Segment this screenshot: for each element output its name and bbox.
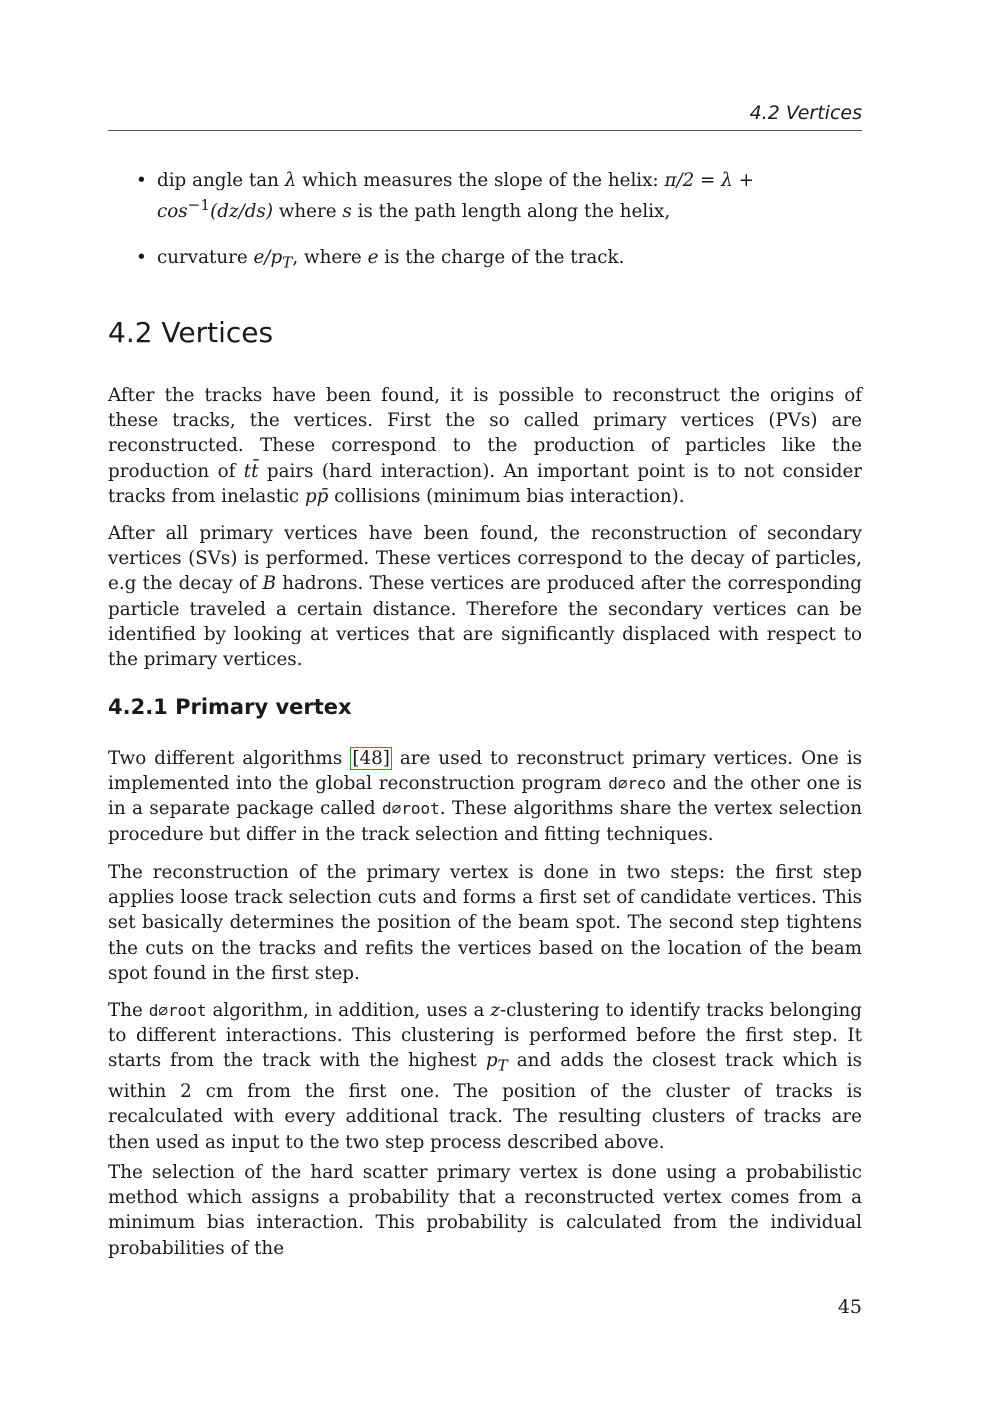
paragraph [108,860,862,986]
math-formula: π/2 = λ + cos [157,170,754,223]
bullet-marker: • [136,247,147,269]
math-variable: s [342,201,352,223]
math-subscript: T [497,1057,508,1076]
math-formula: (dz/ds) [210,201,273,223]
paragraph-text: The selection of the hard scatter primary vertex is done using a probabilistic method which assigns a probability that a reconstructed vertex comes from a minimum bias interaction. This probability is calculated from the individual probabilities of the [108,1162,862,1259]
paragraph-text: After all primary vertices have been found, the reconstruction of secondary vertices (SVs) is performed. These vertices correspond to the decay of particles, e.g the decay of [108,523,862,595]
paragraph [108,383,862,509]
bullet-text: dip angle tan [157,170,285,191]
paragraph-text: and the other one is in a separate package called [108,773,863,820]
paragraph [108,521,862,672]
math-formula: e/p [253,247,283,269]
bullet-list [108,168,862,297]
code-name: d∅reco [608,774,667,794]
bullet-text: is the path length along the helix, [351,201,671,223]
bullet-text: , where [292,247,368,269]
math-superscript: −1 [187,196,211,214]
math-variable: tt̄ [243,460,259,482]
bullet-text: curvature [157,247,254,269]
paragraph-text: and adds the closest track which is within 2 cm from the first one. The position of the cluster of tracks is recalculated with every additional track. The resulting clusters of tracks are then used as input to the two step process described above. [108,1050,863,1153]
bullet-text: where [272,201,343,223]
paragraph [108,1160,862,1261]
code-name: d∅root [148,1001,207,1020]
running-header [108,100,862,131]
paragraph-text: are used to reconstruct primary vertices. One is implemented into the global reconstruction program [108,748,862,795]
math-variable: B [262,573,277,595]
paragraph [108,998,862,1155]
paragraph-text: algorithm, in addition, uses a [206,1000,491,1021]
paragraph-text: Two different algorithms [108,748,351,769]
math-variable: p [485,1050,498,1072]
paragraph-text: The reconstruction of the primary vertex is done in two steps: the first step applies loose track selection cuts and forms a first set of candidate vertices. This set basically determines the position of the beam spot. The second step tightens the cuts on the tracks and refits the vertices based on the location of the beam spot found in the first step. [108,862,862,984]
page-number: 45 [837,1296,862,1318]
paragraph-text: The [108,1000,149,1021]
list-item [108,245,862,276]
bullet-text: which measures the slope of the helix: [296,170,665,191]
paragraph-text: . These algorithms share the vertex selection procedure but differ in the track selection and fitting techniques. [108,798,862,845]
running-header-title: 4.2 Vertices [749,102,862,124]
math-variable: z [490,1000,500,1021]
paragraph-text: hadrons. These vertices are produced after the corresponding particle traveled a certain distance. Therefore the secondary vertices can be identified by looking at vertices that are significantly displaced with respect to the primary vertices. [108,573,862,671]
paragraph-text: pairs (hard interaction). An important point is to not consider tracks from inelastic [108,460,862,507]
paragraph [108,746,862,847]
math-subscript: T [282,253,293,272]
paragraph-text: -clustering to identify tracks belonging to different interactions. This clustering is performed before the first step. It starts from the track with the highest [108,1000,862,1072]
code-name: d∅root [381,799,440,819]
paragraph-text: After the tracks have been found, it is possible to reconstruct the origins of these tracks, the vertices. First the so called primary vertices (PVs) are reconstructed. These correspond to the production of particles like the production of [108,385,862,482]
list-item [108,168,862,224]
subsection-title: 4.2.1 Primary vertex [108,695,352,719]
bullet-marker: • [136,170,147,191]
math-variable: pp̄ [304,485,329,507]
math-lambda: λ [284,170,297,191]
paragraph-text: collisions (minimum bias interaction). [328,485,685,507]
section-title: 4.2 Vertices [108,316,274,349]
math-variable: e [367,247,379,269]
citation-link[interactable]: [48] [352,748,390,769]
bullet-text: is the charge of the track. [378,247,625,269]
